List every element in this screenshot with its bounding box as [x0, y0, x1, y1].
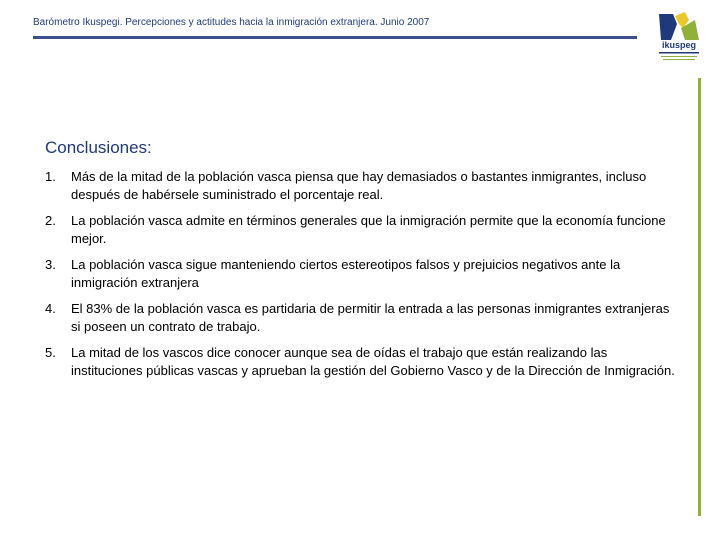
list-item — [45, 256, 675, 292]
header-divider — [33, 36, 637, 39]
item-text: La mitad de los vascos dice conocer aunque sea de oídas el trabajo que están realizando las instituciones públicas vascas y aprueban la gestión del Gobierno Vasco y de la Dirección de Inmigración. — [71, 345, 675, 378]
logo-blue-shape — [659, 14, 677, 40]
item-number: 3. — [45, 257, 56, 272]
item-number: 2. — [45, 213, 56, 228]
right-accent-bar — [698, 78, 701, 516]
item-text: Más de la mitad de la población vasca piensa que hay demasiados o bastantes inmigrantes, incluso después de habérsele suministrado el porcentaje real. — [71, 169, 647, 202]
list-item — [45, 168, 675, 204]
logo-text: ikuspeg — [661, 40, 697, 50]
conclusions-list — [45, 168, 675, 388]
list-item — [45, 344, 675, 380]
ikuspegi-logo — [655, 10, 703, 66]
list-item — [45, 212, 675, 248]
item-text: La población vasca admite en términos generales que la inmigración permite que la economía funcione mejor. — [71, 213, 666, 246]
item-number: 1. — [45, 169, 56, 184]
header-title: Barómetro Ikuspegi. Percepciones y actitudes hacia la inmigración extranjera. Junio 2007 — [33, 17, 430, 28]
section-title: Conclusiones: — [45, 138, 152, 157]
item-text: El 83% de la población vasca es partidaria de permitir la entrada a las personas inmigrantes extranjeras si poseen un contrato de trabajo. — [71, 301, 670, 334]
item-number: 4. — [45, 301, 56, 316]
list-item — [45, 300, 675, 336]
item-number: 5. — [45, 345, 56, 360]
item-text: La población vasca sigue manteniendo ciertos estereotipos falsos y prejuicios negativos ante la inmigración extranjera — [71, 257, 621, 290]
